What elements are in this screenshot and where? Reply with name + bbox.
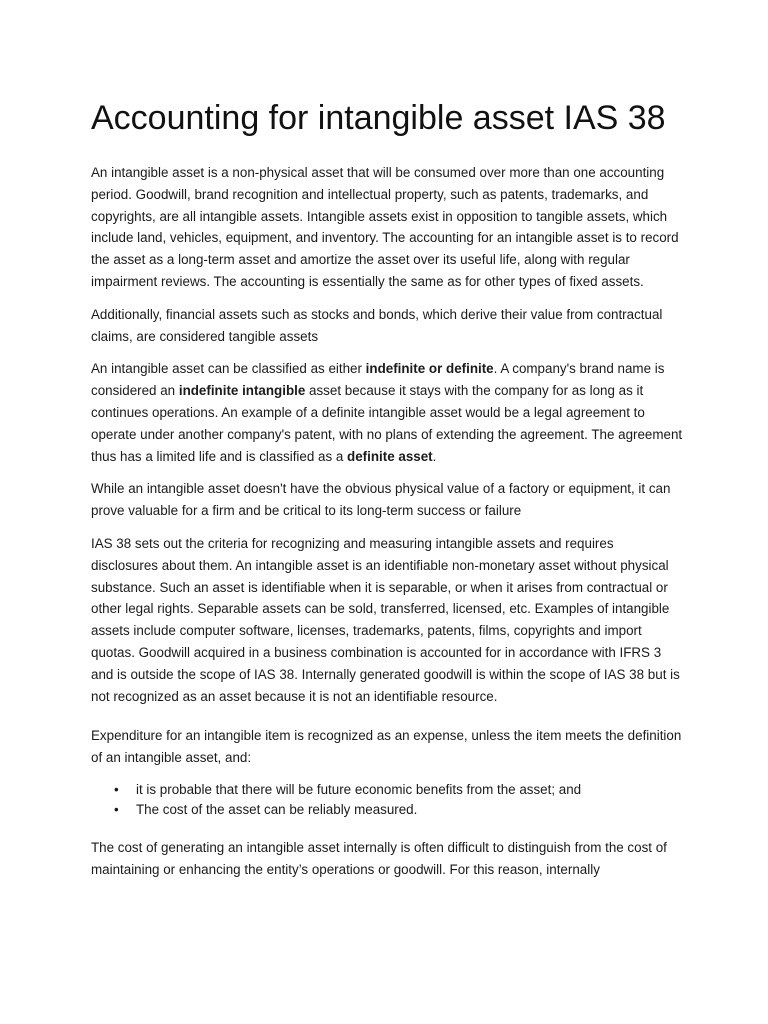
bullet-icon: • (114, 801, 119, 817)
paragraph-financial-assets: Additionally, financial assets such as stocks and bonds, which derive their value from contractual claims, are considered tangible assets (91, 306, 663, 344)
text-run: . (432, 448, 437, 464)
bold-term-indefinite-intangible: indefinite intangible (178, 383, 306, 399)
text-run: . A company's brand name is considered an (91, 361, 665, 399)
text-run: An intangible asset can be classified as either (91, 361, 366, 377)
list-item (114, 800, 683, 820)
criteria-list (91, 780, 683, 820)
bold-term-definite-asset: definite asset (347, 448, 433, 464)
paragraph-definition: An intangible asset is a non-physical asset that will be consumed over more than one accounting period. Goodwill, brand recognition and intellectual property, such as patents, trademarks, and copyrights, are all intangible assets. Intangible assets exist in opposition to tangible assets, which include land, vehicles, equipment, and inventory. The accounting for an intangible asset is to record the asset as a long-term asset and amortize the asset over its useful life, along with regular impairment reviews. The accounting is essentially the same as for other types of fixed assets. (91, 165, 679, 289)
paragraph-value: While an intangible asset doesn't have the obvious physical value of a factory or equipment, it can prove valuable for a firm and be critical to its long-term success or failure (91, 481, 671, 519)
list-item-text: The cost of the asset can be reliably measured. (136, 801, 418, 817)
paragraph-classification (91, 358, 683, 467)
document-title: Accounting for intangible asset IAS 38 (91, 99, 666, 137)
list-item (114, 780, 683, 800)
bold-term-indefinite-or-definite: indefinite or definite (365, 361, 494, 377)
text-run: asset because it stays with the company for as long as it continues operations. An example of a definite intangible asset would be a legal agreement to operate under another company's patent, with no plans of extending the agreement. The agreement thus has a limited life and is classified as a (91, 383, 683, 464)
bullet-icon: • (114, 781, 119, 797)
paragraph-ias38: IAS 38 sets out the criteria for recognizing and measuring intangible assets and requires disclosures about them. An intangible asset is an identifiable non-monetary asset without physical substance. Such an asset is identifiable when it is separable, or when it arises from contractual or other legal rights. Separable assets can be sold, transferred, licensed, etc. Examples of intangible assets include computer software, licenses, trademarks, patents, films, copyrights and import quotas. Goodwill acquired in a business combination is accounted for in accordance with IFRS 3 and is outside the scope of IAS 38. Internally generated goodwill is within the scope of IAS 38 but is not recognized as an asset because it is not an identifiable resource. (91, 535, 680, 704)
paragraph-internal-cost: The cost of generating an intangible asset internally is often difficult to distinguish from the cost of maintaining or enhancing the entity’s operations or goodwill. For this reason, internally (91, 839, 667, 877)
list-item-text: it is probable that there will be future economic benefits from the asset; and (136, 781, 582, 797)
document-page (91, 96, 683, 892)
paragraph-expenditure: Expenditure for an intangible item is recognized as an expense, unless the item meets the definition of an intangible asset, and: (91, 728, 682, 766)
